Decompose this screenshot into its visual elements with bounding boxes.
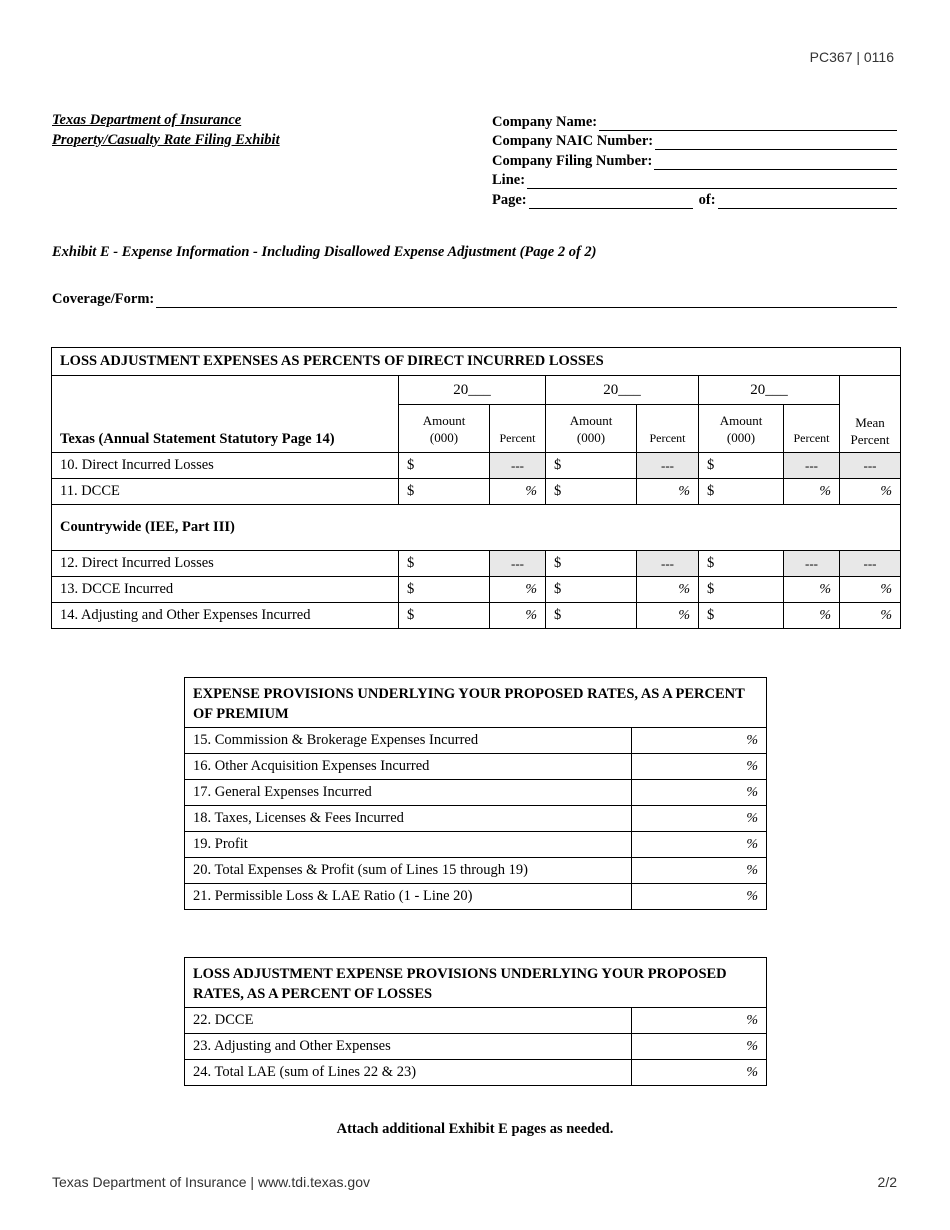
row-13-percent-3[interactable]: % — [784, 577, 840, 603]
coverage-row — [52, 291, 897, 308]
row-10-mean: --- — [840, 453, 901, 479]
row-19-value[interactable]: % — [632, 832, 767, 858]
table-row — [185, 728, 767, 754]
exhibit-type: Property/Casualty Rate Filing Exhibit — [52, 131, 280, 148]
row-10-amount-1[interactable]: $ — [399, 453, 490, 479]
mean-percent-label: Percent — [850, 432, 890, 447]
footer-agency: Texas Department of Insurance | www.tdi.texas.gov — [52, 1174, 371, 1190]
lae-provisions-table — [184, 957, 767, 1086]
row-13-percent-1[interactable]: % — [490, 577, 546, 603]
row-15-label: 15. Commission & Brokerage Expenses Incurred — [185, 728, 632, 754]
expense-table-title: EXPENSE PROVISIONS UNDERLYING YOUR PROPOSED RATES, AS A PERCENT OF PREMIUM — [185, 678, 767, 728]
year-3-field[interactable]: 20___ — [699, 376, 840, 405]
row-12-amount-2[interactable]: $ — [546, 551, 637, 577]
company-filing-label: Company Filing Number: — [492, 152, 653, 169]
row-11-amount-2[interactable]: $ — [546, 479, 637, 505]
row-13-label: 13. DCCE Incurred — [52, 577, 399, 603]
texas-header: Texas (Annual Statement Statutory Page 14) — [52, 376, 399, 453]
row-11-amount-1[interactable]: $ — [399, 479, 490, 505]
lae-percent-table — [51, 347, 901, 629]
row-23-label: 23. Adjusting and Other Expenses — [185, 1034, 632, 1060]
row-16-label: 16. Other Acquisition Expenses Incurred — [185, 754, 632, 780]
company-naic-label: Company NAIC Number: — [492, 133, 654, 149]
attach-note: Attach additional Exhibit E pages as needed. — [336, 1121, 614, 1137]
page-number: 2/2 — [877, 1174, 897, 1190]
line-label: Line: — [492, 172, 526, 188]
line-field[interactable] — [527, 174, 897, 189]
table-row — [52, 479, 901, 505]
amount-header-1: Amount (000) — [399, 405, 490, 453]
page-row — [492, 189, 897, 209]
table-row — [52, 603, 901, 629]
row-10-amount-3[interactable]: $ — [699, 453, 784, 479]
table-row — [185, 1060, 767, 1086]
row-14-amount-3[interactable]: $ — [699, 603, 784, 629]
expense-provisions-table — [184, 677, 767, 910]
page-label: Page: — [492, 191, 527, 208]
page-of-field[interactable] — [718, 194, 897, 209]
lae-table-title: LOSS ADJUSTMENT EXPENSES AS PERCENTS OF DIRECT INCURRED LOSSES — [52, 348, 901, 376]
row-16-value[interactable]: % — [632, 754, 767, 780]
row-18-label: 18. Taxes, Licenses & Fees Incurred — [185, 806, 632, 832]
row-12-label: 12. Direct Incurred Losses — [52, 551, 399, 577]
table-row — [52, 577, 901, 603]
row-21-value[interactable]: % — [632, 884, 767, 910]
row-14-amount-1[interactable]: $ — [399, 603, 490, 629]
table-row — [185, 884, 767, 910]
row-21-label: 21. Permissible Loss & LAE Ratio (1 - Line 20) — [185, 884, 632, 910]
row-11-percent-3[interactable]: % — [784, 479, 840, 505]
row-12-amount-1[interactable]: $ — [399, 551, 490, 577]
amount-header-2: Amount (000) — [546, 405, 637, 453]
table-row — [52, 453, 901, 479]
coverage-label: Coverage/Form: — [52, 291, 155, 307]
table-row — [185, 780, 767, 806]
company-naic-field[interactable] — [655, 135, 897, 150]
table-row — [185, 1008, 767, 1034]
row-11-label: 11. DCCE — [52, 479, 399, 505]
row-24-label: 24. Total LAE (sum of Lines 22 & 23) — [185, 1060, 632, 1086]
company-name-row — [492, 111, 897, 131]
row-13-mean[interactable]: % — [840, 577, 901, 603]
row-17-value[interactable]: % — [632, 780, 767, 806]
table-row — [185, 754, 767, 780]
row-12-percent-3: --- — [784, 551, 840, 577]
row-14-amount-2[interactable]: $ — [546, 603, 637, 629]
mean-percent-header — [840, 376, 901, 453]
countrywide-header: Countrywide (IEE, Part III) — [52, 505, 901, 551]
company-name-field[interactable] — [599, 116, 897, 131]
row-13-amount-1[interactable]: $ — [399, 577, 490, 603]
row-11-amount-3[interactable]: $ — [699, 479, 784, 505]
company-name-label: Company Name: — [492, 113, 598, 130]
row-14-mean[interactable]: % — [840, 603, 901, 629]
line-row — [492, 170, 897, 190]
exhibit-title: Exhibit E - Expense Information - Including Disallowed Expense Adjustment (Page 2 of 2) — [52, 244, 597, 260]
page-of-label: of: — [698, 191, 716, 208]
percent-header-3: Percent — [784, 405, 840, 453]
row-14-percent-1[interactable]: % — [490, 603, 546, 629]
row-12-percent-1: --- — [490, 551, 546, 577]
company-info-block — [492, 111, 897, 209]
row-12-amount-3[interactable]: $ — [699, 551, 784, 577]
row-12-mean: --- — [840, 551, 901, 577]
row-20-value[interactable]: % — [632, 858, 767, 884]
row-23-value[interactable]: % — [632, 1034, 767, 1060]
row-19-label: 19. Profit — [185, 832, 632, 858]
form-code: PC367 | 0116 — [809, 49, 894, 65]
row-17-label: 17. General Expenses Incurred — [185, 780, 632, 806]
company-naic-row — [492, 131, 897, 151]
percent-header-2: Percent — [637, 405, 699, 453]
row-13-percent-2[interactable]: % — [637, 577, 699, 603]
coverage-field[interactable] — [156, 293, 897, 308]
row-11-percent-1[interactable]: % — [490, 479, 546, 505]
year-1-field[interactable]: 20___ — [399, 376, 546, 405]
row-14-label: 14. Adjusting and Other Expenses Incurred — [52, 603, 399, 629]
year-2-field[interactable]: 20___ — [546, 376, 699, 405]
row-10-percent-1: --- — [490, 453, 546, 479]
table-row — [185, 806, 767, 832]
table-row — [185, 1034, 767, 1060]
amount-header-3: Amount (000) — [699, 405, 784, 453]
row-12-percent-2: --- — [637, 551, 699, 577]
table-row — [52, 551, 901, 577]
row-14-percent-2[interactable]: % — [637, 603, 699, 629]
row-10-amount-2[interactable]: $ — [546, 453, 637, 479]
row-10-percent-3: --- — [784, 453, 840, 479]
agency-heading — [52, 111, 280, 150]
row-24-value[interactable]: % — [632, 1060, 767, 1086]
row-13-amount-2[interactable]: $ — [546, 577, 637, 603]
row-15-value[interactable]: % — [632, 728, 767, 754]
row-10-label: 10. Direct Incurred Losses — [52, 453, 399, 479]
table-row — [185, 858, 767, 884]
row-13-amount-3[interactable]: $ — [699, 577, 784, 603]
row-22-label: 22. DCCE — [185, 1008, 632, 1034]
agency-name: Texas Department of Insurance — [52, 112, 242, 128]
row-10-percent-2: --- — [637, 453, 699, 479]
company-filing-row — [492, 150, 897, 170]
percent-header-1: Percent — [490, 405, 546, 453]
row-11-mean[interactable]: % — [840, 479, 901, 505]
table-row — [185, 832, 767, 858]
row-11-percent-2[interactable]: % — [637, 479, 699, 505]
row-14-percent-3[interactable]: % — [784, 603, 840, 629]
row-22-value[interactable]: % — [632, 1008, 767, 1034]
row-20-label: 20. Total Expenses & Profit (sum of Lines 15 through 19) — [185, 858, 632, 884]
company-filing-field[interactable] — [654, 155, 897, 170]
lae-provision-table-title: LOSS ADJUSTMENT EXPENSE PROVISIONS UNDERLYING YOUR PROPOSED RATES, AS A PERCENT OF LOSSES — [185, 958, 767, 1008]
page-field[interactable] — [529, 194, 693, 209]
row-18-value[interactable]: % — [632, 806, 767, 832]
mean-label: Mean — [855, 415, 885, 430]
